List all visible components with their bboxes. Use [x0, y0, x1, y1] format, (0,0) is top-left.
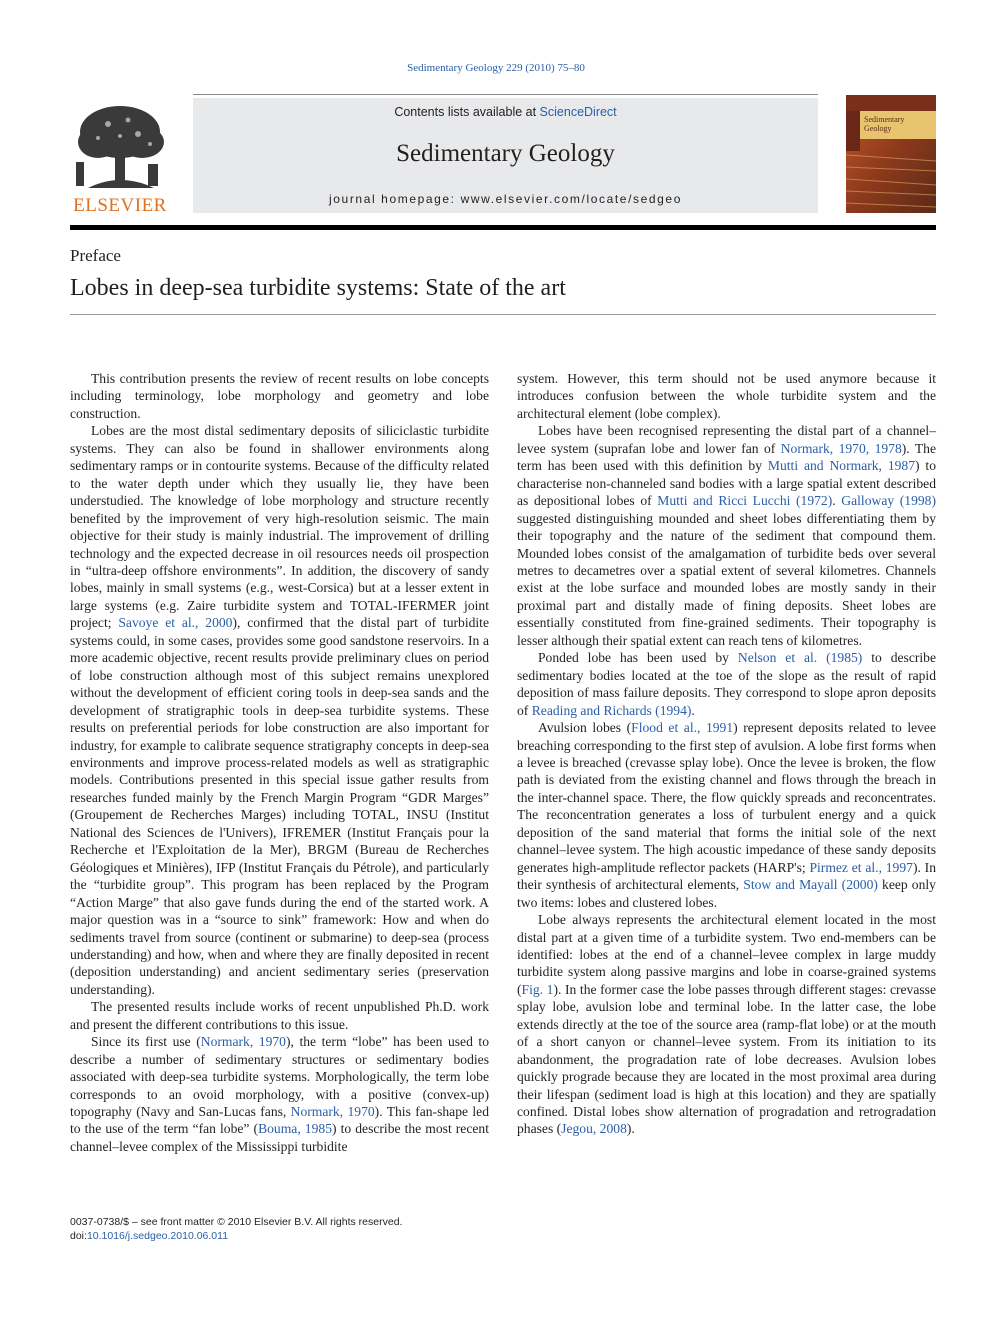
- reference-link[interactable]: Pirmez et al., 1997: [809, 859, 913, 875]
- paragraph: The presented results include works of recent unpublished Ph.D. work and present the different contributions to this issue.: [70, 999, 489, 1032]
- article-section-label: Preface: [70, 246, 121, 265]
- article-title: Lobes in deep-sea turbidite systems: State of the art: [70, 275, 566, 301]
- reference-link[interactable]: Mutti and Ricci Lucchi (1972): [657, 493, 833, 509]
- reference-link[interactable]: Normark, 1970, 1978: [780, 440, 902, 456]
- journal-cover-thumbnail-icon[interactable]: [846, 95, 936, 213]
- issn-line: 0037-0738/$ – see front matter © 2010 Elsevier B.V. All rights reserved.: [70, 1216, 403, 1228]
- reference-link[interactable]: Nelson et al. (1985): [737, 650, 863, 666]
- contents-line: [193, 105, 818, 119]
- elsevier-wordmark: ELSEVIER: [73, 195, 167, 216]
- paragraph: This contribution presents the review of recent results on lobe concepts including terminology, lobe morphology and geometry and lobe construction.: [70, 371, 489, 421]
- reference-link[interactable]: Savoye et al., 2000: [118, 615, 233, 631]
- reference-link[interactable]: Galloway (1998): [841, 493, 937, 509]
- homepage-url[interactable]: www.elsevier.com/locate/sedgeo: [460, 192, 682, 206]
- header-top-rule: [193, 94, 818, 95]
- paragraph: Lobes have been recognised representing the distal part of a channel–levee system (suprafan lobe and lower fan of Normark, 1970, 1978). The term has been used with this definition by Mutti and Normark, 1987) to characterise non-channeled sand bodies with a large spatial extent described as depositional lobes of Mutti and Ricci Lucchi (1972). Galloway (1998) suggested distinguishing mounded and sheet lobes differentiating them by their topography and the nature of the sediment that compound them. Mounded lobes consist of the amalgamation of turbidite beds over several metres to decametres over a spatial extent of several kilometres. Channels exist at the lobe surface and mounded lobes are mostly sandy in their proximal part and distally made of fining deposits. Sheet lobes are essentially constituted from fine-grained sediments. Their topography is lesser although their spatial extent can reach tens of kilometres.: [517, 423, 937, 648]
- doi-link[interactable]: 10.1016/j.sedgeo.2010.06.011: [86, 1230, 229, 1242]
- reference-link[interactable]: Stow and Mayall (2000): [743, 877, 878, 893]
- copyright-footnote: [70, 1215, 402, 1243]
- journal-homepage: [193, 192, 818, 206]
- figure-link[interactable]: Fig. 1: [521, 981, 554, 997]
- reference-link[interactable]: Normark, 1970: [200, 1034, 286, 1050]
- paragraph: Avulsion lobes (Flood et al., 1991) represent deposits related to levee breaching corresponding to the first step of avulsion. A lobe first forms when a levee is breached (crevasse splay lobe). Once the levee is broken, the flow path is deviated from the existing channel and flows through the breach in the inter-channel space. There, the flow quickly spreads and reconcentrates. The reconcentration generates a loss of turbulent energy and a quick deposition of the sand material that forms the initial sole of the next channel–levee system. The high acoustic impedance of these sandy deposits generates high-amplitude reflector packets (HARP's; Pirmez et al., 1997). In their synthesis of architectural elements, Stow and Mayall (2000) keep only two items: lobes and clustered lobes.: [517, 720, 937, 910]
- contents-prefix: Contents lists available at: [394, 105, 540, 119]
- reference-link[interactable]: Reading and Richards (1994): [531, 702, 692, 718]
- paragraph: system. However, this term should not be used anymore because it introduces confusion between the whole turbidite system and the architectural element (lobe complex).: [517, 371, 936, 421]
- paragraph: Ponded lobe has been used by Nelson et al. (1985) to describe sedimentary bodies located at the toe of the slope as the result of rapid deposition of mass failure deposits. They correspond to slope apron deposits of Reading and Richards (1994).: [517, 650, 936, 718]
- journal-title: Sedimentary Geology: [396, 140, 615, 167]
- journal-citation[interactable]: Sedimentary Geology 229 (2010) 75–80: [407, 62, 585, 74]
- reference-link[interactable]: Bouma, 1985: [258, 1121, 332, 1137]
- header-divider: [70, 225, 936, 230]
- paragraph: Since its first use (Normark, 1970), the term “lobe” has been used to describe a number of sedimentary structures or sedimentary bodies associated with deep-sea turbidite systems. Morphologically, the term lobe corresponds to an ovoid morphology, with a positive (convex-up) topography (Navy and San-Lucas fans, Normark, 1970). This fan-shape led to the use of the term “fan lobe” (Bouma, 1985) to describe the most recent channel–levee complex of the Mississippi turbidite: [70, 1034, 489, 1154]
- paragraph: Lobes are the most distal sedimentary deposits of siliciclastic turbidite systems. They can also be found in shallower environments along sedimentary ramps or in contourite systems. Because of the difficulty related to the water depth under which they usually lie, they have been understudied. The knowledge of lobe morphology and structure recently benefited by the improvement of very high-resolution seismic. The main objective for their study is mainly industrial. The improvement of drilling technology and the expected decrease in oil resources needs oil prospection in “ultra-deep offshore environments”. In addition, the discovery of sandy lobes, mainly in small systems (e.g., west-Corsica) but at a lesser extent in large systems (e.g. Zaire turbidite system and TOTAL-IFERMER joint project; Savoye et al., 2000), confirmed that the distal part of turbidite systems could, in some cases, provides some good sandstone reservoirs. In a more academic objective, recent results provide preliminary clues on period of lobe construction although most of this subject remains unexplored without the development of efficient coring tools in deep-sea sands and the development of stratigraphic tools in deep-sea turbidite systems. These results on preferential periods for lobe construction are also important for industry, for example to calibrate sequence stratigraphy concepts in deep-sea environments and improve process-related models as well as stratigraphic models. Contributions presented in this special issue gather results from researches funded mainly by the French Margin Program “GDR Marges” (Groupement de Recherches Marges) including TOTAL, INSU (Institut National des Sciences de l'Univers), IFREMER (Institut Français pour la Recherche et l'Exploitation de la Mer), BRGM (Bureau de Recherches Géologiques et Minières), IFP (Institut Français du Pétrole), and particularly the “turbidite group”. This program has been replaced by the Program “Action Marge” that also gave funds during the end of the started work. A major question was in a “source to sink” framework: How and when do sediments travel from source (continent or submarine) to deep-sea (process understanding) and how, when and where they are finally deposited in recent (deposition understanding) and ancient sedimentary series (preservation understanding).: [70, 423, 489, 997]
- sciencedirect-link[interactable]: ScienceDirect: [539, 105, 617, 119]
- reference-link[interactable]: Mutti and Normark, 1987: [767, 458, 916, 474]
- cover-title-line2: Geology: [864, 124, 892, 133]
- doi-line: doi:10.1016/j.sedgeo.2010.06.011: [70, 1230, 229, 1242]
- reference-link[interactable]: Jegou, 2008: [561, 1121, 627, 1137]
- paragraph: Lobe always represents the architectural element located in the most distal part at a given time of a turbidite system. Two end-members can be identified: lobes at the end of a channel–levee complex in large muddy turbidite system along passive margins and lobe in coarse-grained systems (Fig. 1). In the former case the lobe passes through different stages: crevasse splay lobe, avulsion lobe and terminal lobe. In the latter case, the lobe extends directly at the toe of the source area (ramp-flat lobe) or at the mouth of a short canyon or channel–levee system. From its initiation to its abandonment, the progradation rate of lobe decreases. Avulsion lobes quickly prograde because they are located in the most proximal area during their lifespan (sediment load is high at this location) and they are spatially confined. Distal lobes show alternation of progradation and retrogradation phases (Jegou, 2008).: [517, 912, 936, 1137]
- title-divider: [70, 314, 936, 315]
- body-column-left: [70, 370, 489, 1155]
- body-column-right: [517, 370, 936, 1138]
- reference-link[interactable]: Normark, 1970: [290, 1104, 375, 1120]
- homepage-prefix: journal homepage:: [329, 192, 461, 206]
- reference-link[interactable]: Flood et al., 1991: [631, 720, 734, 736]
- cover-title-line1: Sedimentary: [864, 115, 905, 124]
